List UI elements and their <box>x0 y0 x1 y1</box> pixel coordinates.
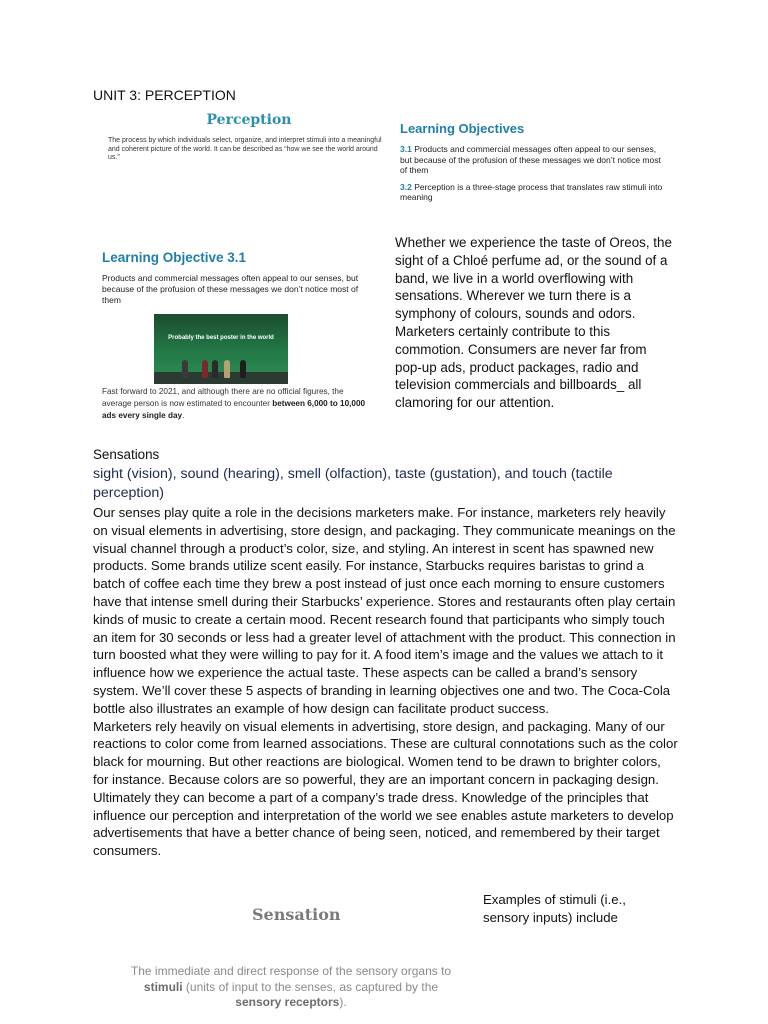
slide-learning-objective-3-1 <box>102 250 374 426</box>
person-figure <box>224 360 230 378</box>
objective-item <box>400 182 665 203</box>
definition-line <box>110 995 472 1011</box>
body-paragraph: Our senses play quite a role in the decisions marketers make. For instance, marketers rely heavily on visual elements in advertising, store design, and packaging. They communicate meanings on the visual channel through a product’s color, size, and styling. An interest in scent has spawned new products. Some brands utilize scent easily. For instance, Starbucks requires baristas to grind a batch of coffee each time they brew a post instead of just once each morning to ensure customers have that intense smell during their Starbucks’ experience. Stores and restaurants often play certain kinds of music to create a certain mood. Recent research found that participants who simply touch an item for 30 seconds or less had a greater level of attachment with the product. This connection in turn boosted what they were willing to pay for it. A food item’s image and the values we attach to it influence how we experience the actual taste. These aspects can be called a brand’s sensory system. We’ll cover these 5 aspects of branding in learning objectives one and two. The Coca-Cola bottle also illustrates an example of how design can facilitate product success. <box>93 505 676 716</box>
objective-text: Products and commercial messages often appeal to our senses, but because of the profusion of these messages we don’t notice most of them <box>400 144 661 175</box>
slide-objective-31-text: Products and commercial messages often appeal to our senses, but because of the profusion of these messages we don’t notice most of them <box>102 273 359 305</box>
slide-sensation-definition <box>110 964 472 1011</box>
person-figure <box>212 360 218 378</box>
footer-lead: Fast forward to 2021, and although there are no official figures, the average person is now estimated to encounter <box>102 387 344 408</box>
slide-learning-objectives <box>400 121 665 203</box>
definition-bold: stimuli <box>143 979 183 994</box>
person-figure <box>182 360 188 378</box>
definition-line <box>110 980 472 996</box>
objective-item <box>400 144 665 176</box>
objective-text: Perception is a three-stage process that translates raw stimuli into meaning <box>400 181 663 202</box>
footer-end: . <box>182 411 185 420</box>
definition-line: The immediate and direct response of the sensory organs to <box>130 964 452 978</box>
slide-objective-31-footer <box>102 386 374 422</box>
objective-number: 3.1 <box>400 144 412 154</box>
slide-perception-definition: The process by which individuals select, organize, and interpret stimuli into a meaningful and coherent picture of the world. It can be described as “how we see the world around us.” <box>108 137 382 161</box>
sensations-list: sight (vision), sound (hearing), smell (olfaction), taste (gustation), and touch (tactile perception) <box>93 466 613 501</box>
slide-perception-heading: Perception <box>206 112 292 128</box>
body-paragraph: Marketers rely heavily on visual elements in advertising, store design, and packaging. Many of our reactions to color come from learned associations. These are cultural connotations such as the color black for mourning. But other reactions are biological. Women tend to be drawn to brighter colors, for instance. Because colors are so powerful, they are an important concern in packaging design. Ultimately they can become a part of a company’s trade dress. Knowledge of the principles that influence our perception and interpretation of the world we see enables astute marketers to develop advertisements that have a better chance of being seen, noticed, and remembered by their target consumers. <box>93 718 678 859</box>
poster-photo <box>154 314 288 384</box>
sensations-title: Sensations <box>93 447 160 462</box>
slide-sensation-heading: Sensation <box>252 905 341 924</box>
footer-bold: between 6,000 to 10,000 ads every single day <box>102 399 366 420</box>
slide-perception <box>108 112 390 182</box>
intro-paragraph: Whether we experience the taste of Oreos, the sight of a Chloé perfume ad, or the sound of a band, we live in a world overflowing with sensations. Wherever we turn there is a symphony of colours, sounds and odors. Marketers certainly contribute to this commotion. Consumers are never far from pop-up ads, product packages, radio and television commercials and billboards_ all clamoring for our attention. <box>395 235 672 411</box>
body-text <box>93 504 678 860</box>
definition-rest: ). <box>339 995 347 1009</box>
poster-floor <box>154 372 288 384</box>
definition-bold: sensory receptors <box>235 995 340 1009</box>
examples-text: Examples of stimuli (i.e., sensory inputs) include <box>483 892 626 925</box>
poster-caption: Probably the best poster in the world <box>168 335 274 341</box>
objective-number: 3.2 <box>400 181 412 192</box>
unit-title: UNIT 3: PERCEPTION <box>93 87 236 103</box>
person-figure <box>202 360 208 378</box>
slide-objectives-heading: Learning Objectives <box>400 121 525 136</box>
definition-rest: (units of input to the senses, as captured by the <box>182 979 439 994</box>
person-figure <box>240 360 246 378</box>
slide-objective-31-heading: Learning Objective 3.1 <box>102 250 247 265</box>
